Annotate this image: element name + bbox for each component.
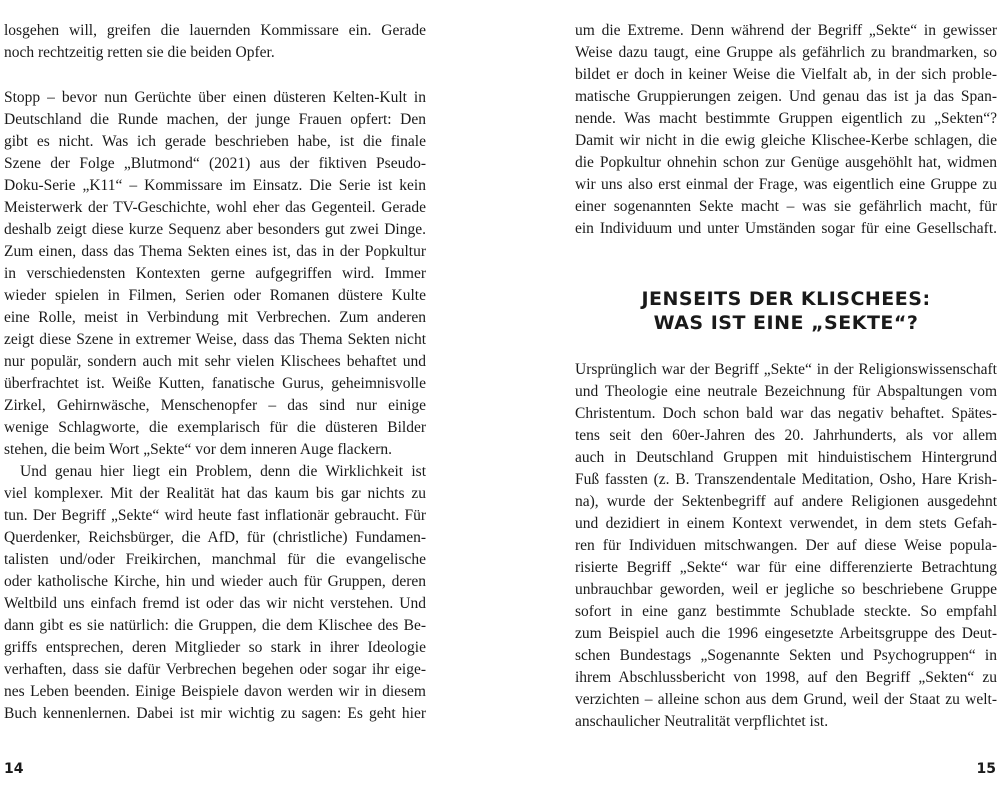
text-line: schen Bundestags „Sogenannte Sekten und Psychogruppen“ in — [575, 647, 997, 664]
text-line: einer sogenannten Sekte macht – was sie gefährlich macht, für — [575, 198, 997, 215]
text-line: nende. Was macht bestimmte Gruppen eigentlich zu „Sekten“? — [575, 110, 997, 127]
text-line: Zum einen, dass das Thema Sekten eines ist, das in der Popkultur — [4, 243, 426, 260]
text-line: matische Gruppierungen zeigen. Und genau das ist ja das Span- — [575, 88, 997, 105]
text-line: Buch kennenlernen. Dabei ist mir wichtig zu sagen: Es geht hier — [4, 705, 426, 722]
text-line: ren für Individuen mitschwangen. Der auf diese Weise popula- — [575, 537, 997, 554]
text-line: unbrauchbar geworden, weil er jegliche so beschriebene Gruppe — [575, 581, 997, 598]
text-line: und dezidiert in einem Kontext verwendet, in dem stets Gefah- — [575, 515, 997, 532]
page-number-right: 15 — [976, 761, 996, 777]
text-line: losgehen will, greifen die lauernden Kommissare ein. Gerade — [4, 22, 426, 39]
text-line: verzichten – alleine schon aus dem Grund, weil der Staat zu welt- — [575, 691, 997, 708]
text-line: die Popkultur ohnehin schon zur Genüge ausgehöhlt hat, widmen — [575, 154, 997, 171]
text-line: Christentum. Doch schon bald war das negativ behaftet. Spätes- — [575, 405, 997, 422]
text-line: wir uns also erst einmal der Frage, was eigentlich eine Gruppe zu — [575, 176, 997, 193]
text-line: in verschiedensten Kontexten gerne aufgegriffen wird. Immer — [4, 265, 426, 282]
text-line: überfrachtet ist. Weiße Kutten, fanatische Gurus, geheimnisvolle — [4, 375, 426, 392]
text-line: nur populär, sondern auch mit sehr vielen Klischees behaftet und — [4, 353, 426, 370]
text-line: nes Leben beenden. Einige Beispiele davon werden wir in diesem — [4, 683, 426, 700]
text-line: Fuß fassten (z. B. Transzendentale Meditation, Osho, Hare Krish- — [575, 471, 997, 488]
text-line: und Theologie eine neutrale Bezeichnung für Abspaltungen vom — [575, 383, 997, 400]
text-line: stehen, die beim Wort „Sekte“ vor dem inneren Auge flackern. — [4, 441, 392, 458]
text-line: wenige Schlagworte, die exemplarisch für die düsteren Bilder — [4, 419, 426, 436]
text-line: Stopp – bevor nun Gerüchte über einen düsteren Kelten-Kult in — [4, 89, 426, 106]
text-line: verhaften, dass sie dafür Verbrechen begehen oder sogar ihr eige- — [4, 661, 426, 678]
text-line: talisten und/oder Freikirchen, manchmal für die evangelische — [4, 551, 426, 568]
text-line: sofort in eine ganz bestimmte Schublade steckte. So empfahl — [575, 603, 997, 620]
text-line: wieder spielen in Filmen, Serien oder Romanen düstere Kulte — [4, 287, 426, 304]
text-line: viel komplexer. Mit der Realität hat das kaum bis gar nichts zu — [4, 485, 426, 502]
text-line: Und genau hier liegt ein Problem, denn die Wirklichkeit ist — [20, 463, 426, 480]
text-line: zeigt diese Szene in extremer Weise, dass das Thema Sekten nicht — [4, 331, 426, 348]
text-line: Deutschland die Runde machen, der junge Frauen opfert: Den — [4, 111, 426, 128]
right-page — [575, 0, 997, 800]
text-line: Doku-Serie „K11“ – Kommissare im Einsatz. Die Serie ist kein — [4, 177, 426, 194]
text-line: tun. Der Begriff „Sekte“ wird heute fast inflationär gebraucht. Für — [4, 507, 426, 524]
text-line: Damit wir nicht in die ewig gleiche Klischee-Kerbe schlagen, die — [575, 132, 997, 149]
text-line: Ursprünglich war der Begriff „Sekte“ in der Religionswissenschaft — [575, 361, 997, 378]
text-line: ein Individuum und unter Umständen sogar für eine Gesellschaft. — [575, 220, 997, 237]
text-line: Zirkel, Gehirnwäsche, Menschenopfer – das sind nur einige — [4, 397, 426, 414]
text-line: na), wurde der Sektenbegriff auf andere Religionen ausgedehnt — [575, 493, 997, 510]
section-heading-line-2: WAS IST EINE „SEKTE“? — [653, 312, 919, 334]
text-line: ihrem Abschlussbericht von 1998, auf den Begriff „Sekten“ zu — [575, 669, 997, 686]
text-line: noch rechtzeitig retten sie die beiden Opfer. — [4, 44, 275, 61]
text-line: oder katholische Kirche, hin und wieder auch für Gruppen, deren — [4, 573, 426, 590]
text-line: risierte Begriff „Sekte“ war für eine differenzierte Betrachtung — [575, 559, 997, 576]
page-number-left: 14 — [4, 761, 24, 777]
text-line: Meisterwerk der TV-Geschichte, wohl eher das Gegenteil. Gerade — [4, 199, 426, 216]
text-line: deshalb zeigt diese kurze Sequenz aber besonders gut zwei Dinge. — [4, 221, 426, 238]
text-line: zum Beispiel auch die 1996 eingesetzte Arbeitsgruppe des Deut- — [575, 625, 997, 642]
text-line: tens seit den 60er-Jahren des 20. Jahrhunderts, als vor allem — [575, 427, 997, 444]
text-line: bildet er doch in keiner Weise die Vielfalt ab, in der sich proble- — [575, 66, 997, 83]
text-line: Weise dazu taugt, eine Gruppe als gefährlich zu brandmarken, so — [575, 44, 997, 61]
text-line: dann gibt es sie natürlich: die Gruppen, die dem Klischee des Be- — [4, 617, 426, 634]
text-line: eine Rolle, meist in Verbindung mit Verbrechen. Zum anderen — [4, 309, 426, 326]
text-line: um die Extreme. Denn während der Begriff „Sekte“ in gewisser — [575, 22, 997, 39]
text-line: Querdenker, Reichsbürger, die AfD, für (christliche) Fundamen- — [4, 529, 426, 546]
text-line: griffs entsprechen, deren Mitglieder so stark in ihrer Ideologie — [4, 639, 426, 656]
text-line: auch in Deutschland Gruppen mit hinduistischem Hintergrund — [575, 449, 997, 466]
text-line: anschaulicher Neutralität verpflichtet ist. — [575, 713, 829, 730]
section-heading-line-1: JENSEITS DER KLISCHEES: — [641, 288, 931, 310]
left-page — [4, 0, 426, 800]
text-line: Szene der Folge „Blutmond“ (2021) aus der fiktiven Pseudo- — [4, 155, 426, 172]
text-line: gibt es nicht. Was ich gerade beschrieben habe, ist die finale — [4, 133, 426, 150]
text-line: Weltbild uns einfach fremd ist oder das wir nicht verstehen. Und — [4, 595, 426, 612]
